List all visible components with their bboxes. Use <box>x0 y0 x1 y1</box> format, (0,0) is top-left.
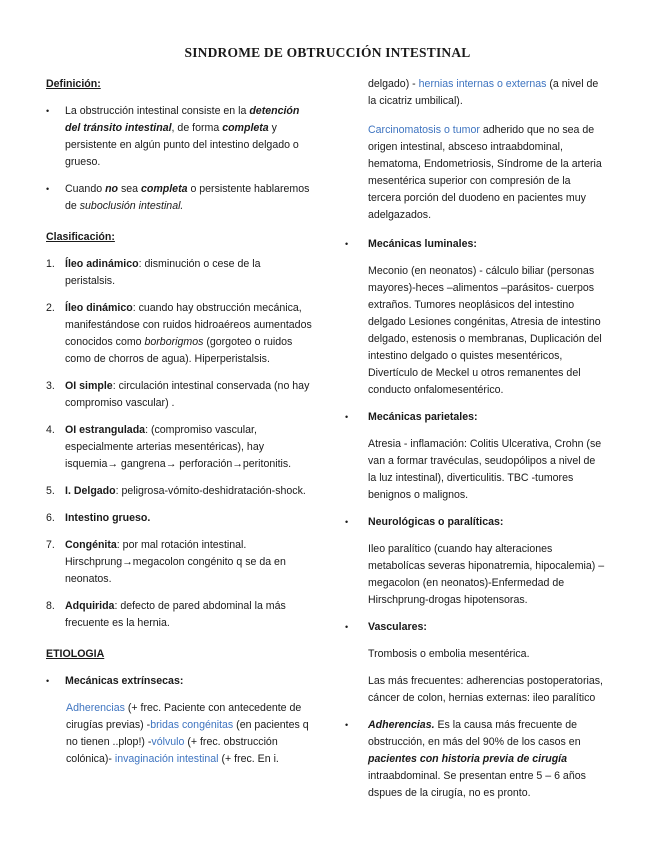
carcinomatosis-text: Carcinomatosis o tumor adherido que no sea de origen intestinal, absceso intraabdominal, hematoma, Endometriosis, Síndrome de la arteria mesentérica superior con compresión de la tercera porción del duodeno en pacientes muy adelgazados. <box>368 124 602 221</box>
left-column <box>46 76 312 778</box>
most-frequent-text: Las más frecuentes: adherencias postoperatorias, cáncer de colon, hernias externas: ileo paralítico <box>368 675 603 704</box>
page-title: SINDROME DE OBTRUCCIÓN INTESTINAL <box>184 45 471 60</box>
parietal-mechanical-text: Atresia - inflamación: Colitis Ulcerativa, Crohn (se van a formar travéculas, seudopólipos a nivel de la luz intestinal), diverticulitis. TBC -tumores benignos o malignos. <box>368 438 602 501</box>
classification-item-7: 7. Congénita: por mal rotación intestinal. Hirschprung→megacolon congénito q se da en neonatos. <box>46 539 286 585</box>
classification-item-2: 2. Íleo dinámico: cuando hay obstrucción mecánica, manifestándose con ruidos hidroaéreos aumentados conocidos como borborigmos (gorgoteo o ruidos como de chorros de agua). Hiperperistalsis. <box>46 302 312 365</box>
definition-heading: Definición: <box>46 78 101 90</box>
extrinsic-continuation: delgado) - hernias internas o externas (a nivel de la cicatriz umbilical). <box>368 78 599 107</box>
vascular-text: Trombosis o embolia mesentérica. <box>368 648 530 660</box>
bullet-icon: • <box>345 239 349 249</box>
classification-heading: Clasificación: <box>46 231 115 243</box>
definition-bullet-2: • Cuando no sea completa o persistente hablaremos de suboclusión intestinal. <box>46 183 310 212</box>
neurological-heading: • Neurológicas o paralíticas: <box>345 514 606 531</box>
bullet-icon: • <box>46 106 50 116</box>
extrinsic-mechanical-text: Adherencias (+ frec. Paciente con antecedente de cirugías previas) -bridas congénitas (en pacientes q no tienen ..plop!) -vólvulo (+ frec. obstrucción colónica)- invaginación intestinal (+ frec. En i. <box>66 702 309 765</box>
adhesions-item: • Adherencias. Es la causa más frecuente de obstrucción, en más del 90% de los casos en pacientes con historia previa de cirugía intraabdominal. Se presentan entre 5 – 6 años dspues de la cirugía, no es pronto. <box>345 719 586 799</box>
luminal-mechanical-text: Meconio (en neonatos) - cálculo biliar (personas mayores)-heces –alimentos –parásitos- cuerpos extraños. Tumores neoplásicos del intestino delgado Lesiones congénitas, Atresia de intestino delgado, estenosis o membranas, Duplicación del intestino delgado o quistes mesentéricos, Divertículo de Meckel u otros remanentes del conducto onfalomesentérico. <box>368 265 602 396</box>
classification-item-8: 8. Adquirida: defecto de pared abdominal la más frecuente es la hernia. <box>46 600 286 629</box>
neurological-text: Ileo paralítico (cuando hay alteraciones metabolícas severas hiponatremia, hipocalemia) –megacolon (en neonatos)-Enfermedad de Hirschprung-drogas hipotensoras. <box>368 543 605 606</box>
extrinsic-mechanical-heading: • Mecánicas extrínsecas: <box>46 673 312 690</box>
right-column <box>345 76 606 812</box>
classification-item-1: 1. Íleo adinámico: disminución o cese de la peristalsis. <box>46 258 261 287</box>
etiology-heading: ETIOLOGIA <box>46 648 105 660</box>
classification-item-6: 6. Intestino grueso. <box>46 512 151 524</box>
luminal-mechanical-heading: • Mecánicas luminales: <box>345 236 606 253</box>
vascular-heading: • Vasculares: <box>345 619 606 636</box>
bullet-icon: • <box>345 412 349 422</box>
classification-item-3: 3. OI simple: circulación intestinal conservada (no hay compromiso vascular) . <box>46 380 310 409</box>
bullet-icon: • <box>46 676 50 686</box>
definition-bullet-1: • La obstrucción intestinal consiste en la detención del tránsito intestinal, de forma completa y persistente en algún punto del intestino delgado o grueso. <box>46 105 300 168</box>
bullet-icon: • <box>345 517 349 527</box>
bullet-icon: • <box>345 720 349 730</box>
parietal-mechanical-heading: • Mecánicas parietales: <box>345 409 606 426</box>
bullet-icon: • <box>46 184 50 194</box>
classification-item-5: 5. I. Delgado: peligrosa-vómito-deshidratación-shock. <box>46 485 306 497</box>
bullet-icon: • <box>345 622 349 632</box>
classification-item-4: 4. OI estrangulada: (compromiso vascular, especialmente arterias mesentéricas), hay isquemia→ gangrena→ perforación→peritonitis. <box>46 424 292 470</box>
